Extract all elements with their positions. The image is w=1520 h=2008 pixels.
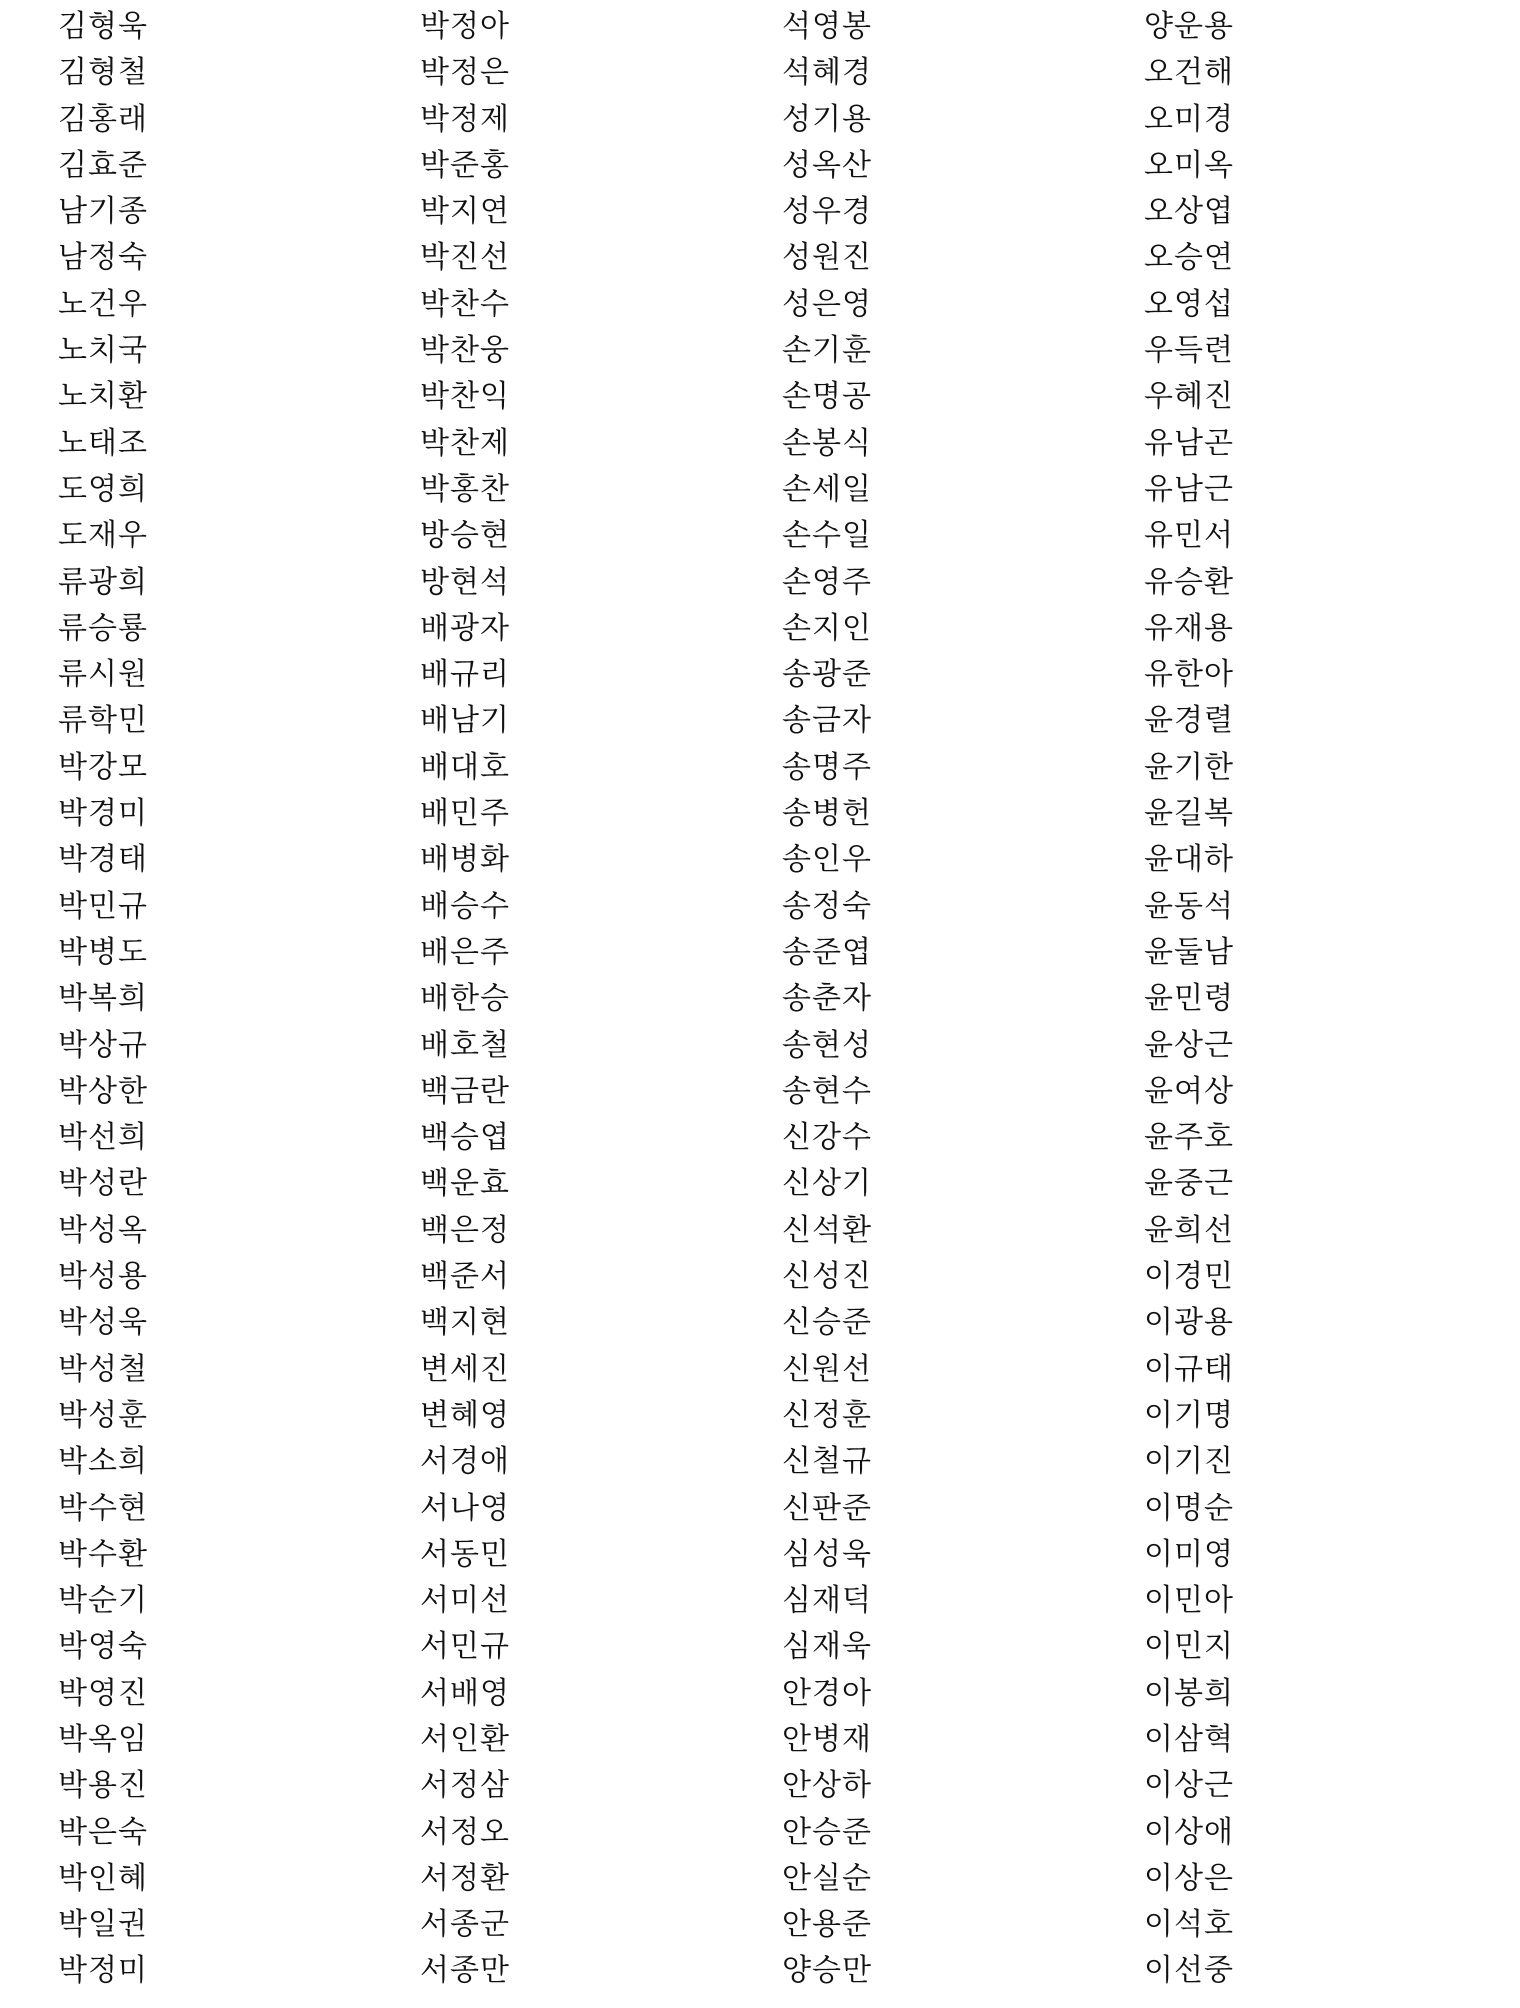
name-entry: 박용진 (58, 1768, 148, 1804)
name-entry: 신상기 (782, 1166, 872, 1202)
name-entry: 이삼혁 (1144, 1721, 1234, 1757)
name-entry: 심성욱 (782, 1536, 872, 1572)
name-entry: 이상근 (1144, 1768, 1234, 1804)
name-entry: 손봉식 (782, 425, 872, 461)
name-entry: 이상애 (1144, 1814, 1234, 1850)
name-entry: 박정은 (420, 55, 510, 91)
name-entry: 방현석 (420, 564, 510, 600)
name-entry: 배호철 (420, 1027, 510, 1063)
name-column-4 (1144, 4, 1498, 1995)
name-entry: 안상하 (782, 1768, 872, 1804)
name-entry: 백금란 (420, 1073, 510, 1109)
name-entry: 윤대하 (1144, 842, 1234, 878)
name-entry: 서배영 (420, 1675, 510, 1711)
name-entry: 박수현 (58, 1490, 148, 1526)
name-entry: 손세일 (782, 471, 872, 507)
name-entry: 노치환 (58, 379, 148, 415)
name-entry: 배광자 (420, 610, 510, 646)
name-entry: 노태조 (58, 425, 148, 461)
name-entry: 배한승 (420, 981, 510, 1017)
name-entry: 송명주 (782, 749, 872, 785)
name-entry: 김형철 (58, 55, 148, 91)
name-entry: 안용준 (782, 1907, 872, 1943)
name-entry: 송금자 (782, 703, 872, 739)
name-entry: 도영희 (58, 471, 148, 507)
name-entry: 양운용 (1144, 9, 1234, 44)
name-column-3 (782, 4, 1144, 1995)
name-entry: 박정아 (420, 9, 510, 44)
name-entry: 유한아 (1144, 657, 1234, 693)
name-entry: 박복희 (58, 981, 148, 1017)
name-entry: 노치국 (58, 333, 148, 369)
name-entry: 김홍래 (58, 101, 148, 137)
name-entry: 이경민 (1144, 1259, 1234, 1295)
name-entry: 윤기한 (1144, 749, 1234, 785)
name-entry: 오승연 (1144, 240, 1234, 276)
name-entry: 송병헌 (782, 796, 872, 832)
name-entry: 서경애 (420, 1444, 510, 1480)
name-entry: 성옥산 (782, 147, 872, 183)
name-entry: 배승수 (420, 888, 510, 924)
name-entry: 박지연 (420, 194, 510, 230)
name-entry: 송준엽 (782, 934, 872, 970)
name-entry: 안승준 (782, 1814, 872, 1850)
name-entry: 서정오 (420, 1814, 510, 1850)
name-entry: 이규태 (1144, 1351, 1234, 1387)
name-entry: 도재우 (58, 518, 148, 554)
name-entry: 박순기 (58, 1583, 148, 1619)
name-entry: 서종만 (420, 1953, 510, 1989)
name-entry: 성우경 (782, 194, 872, 230)
name-entry: 박성옥 (58, 1212, 148, 1248)
name-entry: 이선중 (1144, 1953, 1234, 1989)
name-entry: 석혜경 (782, 55, 872, 91)
name-entry: 이봉희 (1144, 1675, 1234, 1711)
name-entry: 류학민 (58, 703, 148, 739)
name-entry: 남정숙 (58, 240, 148, 276)
name-entry: 신석환 (782, 1212, 872, 1248)
name-entry: 박민규 (58, 888, 148, 924)
name-entry: 박찬수 (420, 286, 510, 322)
name-entry: 박찬익 (420, 379, 510, 415)
name-entry: 우혜진 (1144, 379, 1234, 415)
name-entry: 류승룡 (58, 610, 148, 646)
name-entry: 서정환 (420, 1860, 510, 1896)
name-entry: 박옥임 (58, 1721, 148, 1757)
name-entry: 이상은 (1144, 1860, 1234, 1896)
name-entry: 서동민 (420, 1536, 510, 1572)
name-entry: 박정제 (420, 101, 510, 137)
name-entry: 송현수 (782, 1073, 872, 1109)
name-entry: 윤상근 (1144, 1027, 1234, 1063)
name-column-2 (420, 4, 782, 1995)
name-entry: 안병재 (782, 1721, 872, 1757)
name-entry: 이기명 (1144, 1397, 1234, 1433)
name-entry: 방승현 (420, 518, 510, 554)
name-entry: 배규리 (420, 657, 510, 693)
name-entry: 서인환 (420, 1721, 510, 1757)
name-entry: 서나영 (420, 1490, 510, 1526)
name-entry: 유민서 (1144, 518, 1234, 554)
name-entry: 신철규 (782, 1444, 872, 1480)
name-entry: 박상규 (58, 1027, 148, 1063)
name-entry: 손수일 (782, 518, 872, 554)
name-entry: 박준홍 (420, 147, 510, 183)
name-entry: 변혜영 (420, 1397, 510, 1433)
name-entry: 우득련 (1144, 333, 1234, 369)
name-entry: 서정삼 (420, 1768, 510, 1804)
name-entry: 유남곤 (1144, 425, 1234, 461)
name-entry: 송인우 (782, 842, 872, 878)
name-entry: 안경아 (782, 1675, 872, 1711)
name-entry: 이광용 (1144, 1305, 1234, 1341)
name-entry: 류광희 (58, 564, 148, 600)
name-entry: 박찬제 (420, 425, 510, 461)
name-entry: 박성용 (58, 1259, 148, 1295)
name-entry: 이미영 (1144, 1536, 1234, 1572)
name-entry: 백준서 (420, 1259, 510, 1295)
name-entry: 심재덕 (782, 1583, 872, 1619)
name-entry: 박성훈 (58, 1397, 148, 1433)
name-entry: 박진선 (420, 240, 510, 276)
name-column-1 (58, 4, 420, 1995)
name-entry: 변세진 (420, 1351, 510, 1387)
name-entry: 박경미 (58, 796, 148, 832)
name-entry: 오미경 (1144, 101, 1234, 137)
name-entry: 배은주 (420, 934, 510, 970)
name-entry: 백승엽 (420, 1120, 510, 1156)
name-entry: 박성철 (58, 1351, 148, 1387)
name-entry: 오건해 (1144, 55, 1234, 91)
name-entry: 이석호 (1144, 1907, 1234, 1943)
name-entry: 손지인 (782, 610, 872, 646)
name-entry: 유남근 (1144, 471, 1234, 507)
name-entry: 유승환 (1144, 564, 1234, 600)
name-entry: 유재용 (1144, 610, 1234, 646)
name-entry: 윤민령 (1144, 981, 1234, 1017)
name-entry: 윤주호 (1144, 1120, 1234, 1156)
name-entry: 성원진 (782, 240, 872, 276)
name-entry: 손영주 (782, 564, 872, 600)
name-entry: 배대호 (420, 749, 510, 785)
name-entry: 성은영 (782, 286, 872, 322)
name-entry: 노건우 (58, 286, 148, 322)
name-entry: 신강수 (782, 1120, 872, 1156)
name-entry: 박영진 (58, 1675, 148, 1711)
name-entry: 신승준 (782, 1305, 872, 1341)
name-entry: 윤동석 (1144, 888, 1234, 924)
name-entry: 심재욱 (782, 1629, 872, 1665)
name-entry: 박소희 (58, 1444, 148, 1480)
name-entry: 송현성 (782, 1027, 872, 1063)
name-entry: 박수환 (58, 1536, 148, 1572)
name-entry: 오미옥 (1144, 147, 1234, 183)
name-entry: 백지현 (420, 1305, 510, 1341)
name-entry: 박정미 (58, 1953, 148, 1989)
name-entry: 윤길복 (1144, 796, 1234, 832)
name-entry: 류시원 (58, 657, 148, 693)
name-entry: 이명순 (1144, 1490, 1234, 1526)
name-entry: 김형욱 (58, 9, 148, 44)
name-entry: 서종군 (420, 1907, 510, 1943)
name-entry: 윤중근 (1144, 1166, 1234, 1202)
name-entry: 윤둘남 (1144, 934, 1234, 970)
name-entry: 오상엽 (1144, 194, 1234, 230)
name-entry: 윤여상 (1144, 1073, 1234, 1109)
name-entry: 서민규 (420, 1629, 510, 1665)
name-entry: 박홍찬 (420, 471, 510, 507)
name-entry: 남기종 (58, 194, 148, 230)
name-entry: 송춘자 (782, 981, 872, 1017)
name-entry: 이민지 (1144, 1629, 1234, 1665)
name-entry: 박상한 (58, 1073, 148, 1109)
name-entry: 손명공 (782, 379, 872, 415)
name-entry: 안실순 (782, 1860, 872, 1896)
name-entry: 박인혜 (58, 1860, 148, 1896)
name-entry: 석영봉 (782, 9, 872, 44)
name-entry: 윤경렬 (1144, 703, 1234, 739)
name-entry: 송정숙 (782, 888, 872, 924)
name-entry: 박병도 (58, 934, 148, 970)
name-entry: 신정훈 (782, 1397, 872, 1433)
name-entry: 박성란 (58, 1166, 148, 1202)
name-entry: 신성진 (782, 1259, 872, 1295)
name-entry: 박경태 (58, 842, 148, 878)
name-entry: 오영섭 (1144, 286, 1234, 322)
name-entry: 신판준 (782, 1490, 872, 1526)
name-entry: 백운효 (420, 1166, 510, 1202)
name-entry: 박성욱 (58, 1305, 148, 1341)
name-entry: 양승만 (782, 1953, 872, 1989)
name-entry: 이민아 (1144, 1583, 1234, 1619)
name-entry: 박선희 (58, 1120, 148, 1156)
name-entry: 윤희선 (1144, 1212, 1234, 1248)
name-entry: 박찬웅 (420, 333, 510, 369)
name-entry: 김효준 (58, 147, 148, 183)
name-entry: 서미선 (420, 1583, 510, 1619)
name-entry: 박강모 (58, 749, 148, 785)
name-entry: 송광준 (782, 657, 872, 693)
name-entry: 박영숙 (58, 1629, 148, 1665)
name-entry: 신원선 (782, 1351, 872, 1387)
name-list-columns (58, 4, 1498, 1995)
name-entry: 손기훈 (782, 333, 872, 369)
name-entry: 배민주 (420, 796, 510, 832)
name-entry: 성기용 (782, 101, 872, 137)
name-entry: 배병화 (420, 842, 510, 878)
name-entry: 박은숙 (58, 1814, 148, 1850)
name-entry: 박일권 (58, 1907, 148, 1943)
name-entry: 이기진 (1144, 1444, 1234, 1480)
name-entry: 백은정 (420, 1212, 510, 1248)
name-entry: 배남기 (420, 703, 510, 739)
